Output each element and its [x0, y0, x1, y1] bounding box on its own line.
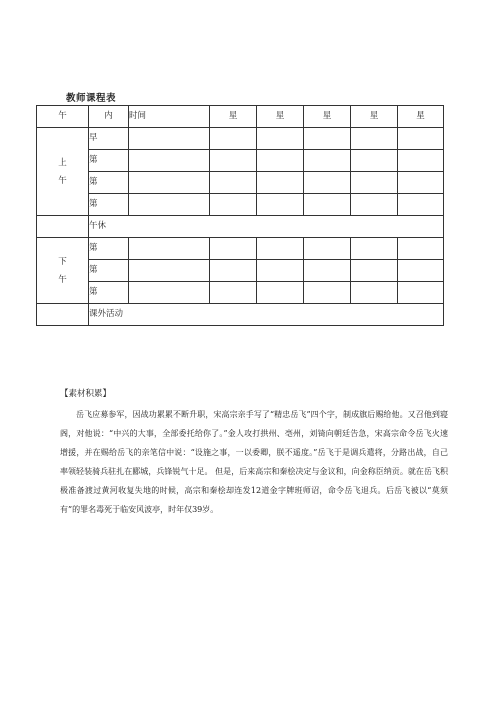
time-cell	[129, 128, 210, 150]
period-label: 第	[89, 260, 129, 282]
morning-row	[37, 128, 444, 150]
schedule-cell	[351, 238, 398, 260]
afternoon-row	[37, 260, 444, 282]
after-school-blank-cell	[37, 304, 89, 326]
noon-break-row	[37, 216, 444, 238]
schedule-cell	[398, 282, 444, 304]
schedule-cell	[257, 150, 304, 172]
header-period-cell: 午	[37, 106, 89, 128]
schedule-cell	[398, 128, 444, 150]
period-label: 第	[89, 282, 129, 304]
header-time-cell: 时间	[129, 106, 210, 128]
schedule-cell	[398, 172, 444, 194]
period-label: 第	[89, 238, 129, 260]
schedule-cell	[304, 172, 351, 194]
afternoon-row	[37, 238, 444, 260]
schedule-cell	[398, 260, 444, 282]
morning-row	[37, 150, 444, 172]
header-day-cell: 星	[210, 106, 257, 128]
noon-blank-cell	[37, 216, 89, 238]
schedule-title: 教师课程表	[66, 93, 117, 104]
afternoon-row	[37, 282, 444, 304]
time-cell	[129, 282, 210, 304]
schedule-cell	[257, 194, 304, 216]
afternoon-label: 下 午	[37, 238, 89, 304]
schedule-cell	[398, 150, 444, 172]
after-school-row	[37, 304, 444, 326]
schedule-cell	[398, 194, 444, 216]
morning-row	[37, 194, 444, 216]
schedule-table	[36, 105, 444, 326]
schedule-cell	[210, 238, 257, 260]
header-day-cell: 星	[398, 106, 444, 128]
time-cell	[129, 150, 210, 172]
time-cell	[129, 194, 210, 216]
header-content-cell: 内	[89, 106, 129, 128]
schedule-cell	[304, 282, 351, 304]
schedule-cell	[351, 150, 398, 172]
schedule-cell	[304, 150, 351, 172]
noon-break-label: 午休	[89, 216, 444, 238]
schedule-cell	[351, 260, 398, 282]
period-label: 早	[89, 128, 129, 150]
schedule-cell	[304, 260, 351, 282]
morning-label: 上 午	[37, 128, 89, 216]
schedule-cell	[257, 238, 304, 260]
material-paragraph: 岳飞应募参军，因战功累累不断升职，宋高宗亲手写了“精忠岳飞”四个字，制成旗后赐给他。又召他到寝阁，对他说：“中兴的大事，全部委托给你了。”金人攻打拱州、亳州，刘锜向朝廷告急，宋高宗命令岳飞火速增援，并在赐给岳飞的亲笔信中说：“设施之事，一以委卿，朕不遥度。”岳飞于是调兵遣将，分路出战，自己率领轻装骑兵驻扎在郾城，兵锋锐气十足。 但是，后来高宗和秦桧决定与金议和，向金称臣纳贡。就在岳飞积极准备渡过黄河收复失地的时候，高宗和秦桧却连发12道金字牌班师诏，命令岳飞退兵。后岳飞被以“莫须有”的罪名毒死于临安风波亭，时年仅39岁。	[60, 410, 448, 514]
header-day-cell: 星	[257, 106, 304, 128]
schedule-cell	[210, 260, 257, 282]
after-school-label: 课外活动	[89, 304, 444, 326]
header-row	[37, 106, 444, 128]
period-label: 第	[89, 194, 129, 216]
schedule-cell	[304, 194, 351, 216]
schedule-cell	[351, 194, 398, 216]
schedule-cell	[257, 128, 304, 150]
schedule-cell	[351, 282, 398, 304]
schedule-cell	[351, 172, 398, 194]
schedule-cell	[304, 128, 351, 150]
schedule-cell	[257, 172, 304, 194]
material-heading: 【素材积累】	[60, 389, 112, 399]
schedule-cell	[304, 238, 351, 260]
schedule-cell	[210, 128, 257, 150]
schedule-cell	[257, 260, 304, 282]
time-cell	[129, 172, 210, 194]
header-day-cell: 星	[351, 106, 398, 128]
schedule-cell	[210, 194, 257, 216]
schedule-cell	[351, 128, 398, 150]
time-cell	[129, 238, 210, 260]
schedule-cell	[257, 282, 304, 304]
time-cell	[129, 260, 210, 282]
period-label: 第	[89, 172, 129, 194]
schedule-cell	[210, 172, 257, 194]
schedule-cell	[210, 282, 257, 304]
schedule-cell	[210, 150, 257, 172]
period-label: 第	[89, 150, 129, 172]
morning-row	[37, 172, 444, 194]
header-day-cell: 星	[304, 106, 351, 128]
schedule-cell	[398, 238, 444, 260]
